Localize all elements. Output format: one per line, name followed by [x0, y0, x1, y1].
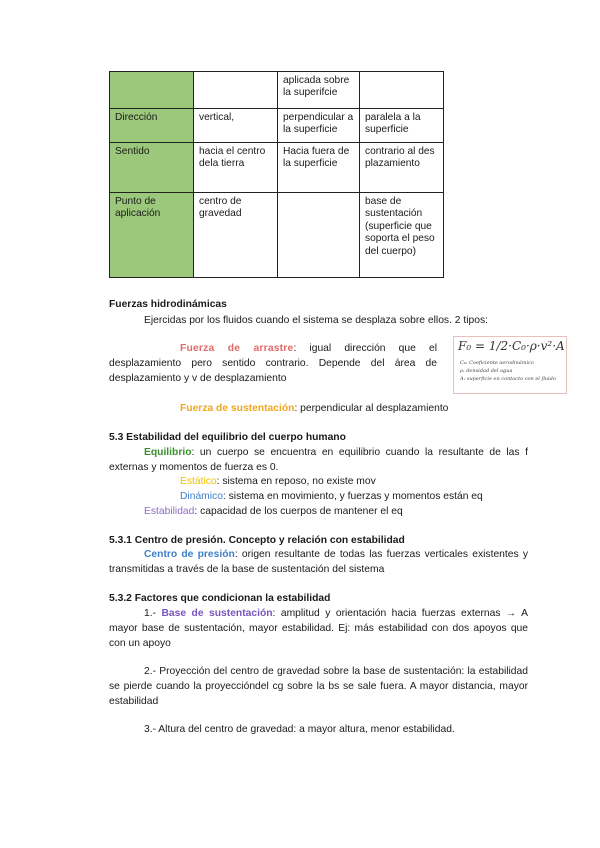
- table-row: [110, 72, 444, 109]
- dinamico-line: [180, 489, 483, 504]
- note-lines: [460, 359, 556, 383]
- arrastre-term: Fuerza de arrastre: [180, 343, 294, 354]
- handwritten-note: [453, 336, 567, 394]
- table-cell-label: [110, 72, 194, 109]
- table-row: [110, 109, 444, 143]
- table-cell: [278, 193, 360, 278]
- centro-presion-term: Centro de presión: [144, 549, 235, 560]
- s531-heading: 5.3.1 Centro de presión. Concepto y relación con estabilidad: [109, 535, 405, 546]
- factor-1-term: Base de sustentación: [161, 608, 273, 619]
- table-cell: centro de gravedad: [194, 193, 278, 278]
- table-cell: perpendicular a la superficie: [278, 109, 360, 143]
- dinamico-term: Dinámico: [180, 491, 223, 502]
- equilibrio-paragraph: [109, 445, 528, 475]
- table-cell-label: Dirección: [110, 109, 194, 143]
- table-cell: aplicada sobre la superifcie: [278, 72, 360, 109]
- estabilidad-line: [144, 504, 403, 519]
- note-line-1: C₀: Coeficiente aerodinámico: [460, 360, 534, 366]
- arrastre-paragraph: [109, 341, 437, 386]
- centro-presion-paragraph: [109, 547, 528, 577]
- estabilidad-term: Estabilidad: [144, 506, 195, 517]
- arrastre-text: : igual dirección que el desplazamiento pero sentido contrario. Depende del área de desplazamiento y v de desplazamiento: [109, 343, 437, 384]
- dinamico-text: : sistema en movimiento, y fuerzas y momentos están eq: [222, 491, 483, 502]
- equilibrio-text: : un cuerpo se encuentra en equilibrio cuando la resultante de las f externas y momentos de fuerza es 0.: [109, 447, 528, 473]
- table-cell: paralela a la superficie: [360, 109, 444, 143]
- table-cell: base de sustentación (superficie que soporta el peso del cuerpo): [360, 193, 444, 278]
- table-cell: vertical,: [194, 109, 278, 143]
- forces-table: [109, 71, 444, 278]
- formula: F₀ = 1/2·C₀·ρ·v²·A: [458, 339, 565, 353]
- hidro-heading: Fuerzas hidrodinámicas: [109, 299, 227, 310]
- s532-heading: 5.3.2 Factores que condicionan la estabilidad: [109, 593, 331, 604]
- table-cell: Hacia fuera de la superficie: [278, 143, 360, 193]
- factor-1-prefix: 1.-: [144, 608, 162, 619]
- table-cell-label: Sentido: [110, 143, 194, 193]
- table-cell: contrario al desplazamiento: [360, 143, 444, 193]
- sustentacion-term: Fuerza de sustentación: [180, 403, 295, 414]
- equilibrio-term: Equilibrio: [144, 447, 192, 458]
- sustentacion-line: [180, 401, 448, 416]
- sustentacion-text: : perpendicular al desplazamiento: [294, 403, 449, 414]
- table-row: [110, 143, 444, 193]
- factor-3-paragraph: 3.- Altura del centro de gravedad: a mayor altura, menor estabilidad.: [144, 724, 455, 735]
- estatico-text: : sistema en reposo, no existe mov: [216, 476, 376, 487]
- table-cell: [360, 72, 444, 109]
- s53-heading: 5.3 Estabilidad del equilibrio del cuerpo humano: [109, 432, 346, 443]
- estatico-term: Estático: [180, 476, 217, 487]
- note-line-2: ρ: densidad del agua: [460, 368, 513, 374]
- hidro-intro: Ejercidas por los fluidos cuando el sistema se desplaza sobre ellos. 2 tipos:: [144, 315, 488, 326]
- factor-1-text: : amplitud y orientación hacia fuerzas externas → A mayor base de sustentación, mayor estabilidad. Ej: más estabilidad con dos apoyos que con un apoyo: [109, 608, 528, 649]
- note-line-3: A: superficie en contacto con el fluido: [460, 376, 556, 382]
- factor-2-paragraph: 2.- Proyección del centro de gravedad sobre la base de sustentación: la estabilidad se pierde cuando la proyeccióndel cg sobre la bs se sale fuera. A mayor distancia, mayor estabilidad: [109, 666, 528, 707]
- table-cell-label: Punto de aplicación: [110, 193, 194, 278]
- table-row: [110, 193, 444, 278]
- factor-1-paragraph: [109, 606, 528, 651]
- estabilidad-text: : capacidad de los cuerpos de mantener el eq: [194, 506, 403, 517]
- table-cell: hacia el centro dela tierra: [194, 143, 278, 193]
- estatico-line: [180, 474, 376, 489]
- table-cell: [194, 72, 278, 109]
- centro-presion-text: : origen resultante de todas las fuerzas verticales existentes y transmitidas a través de la base de sustentación del sistema: [109, 549, 528, 575]
